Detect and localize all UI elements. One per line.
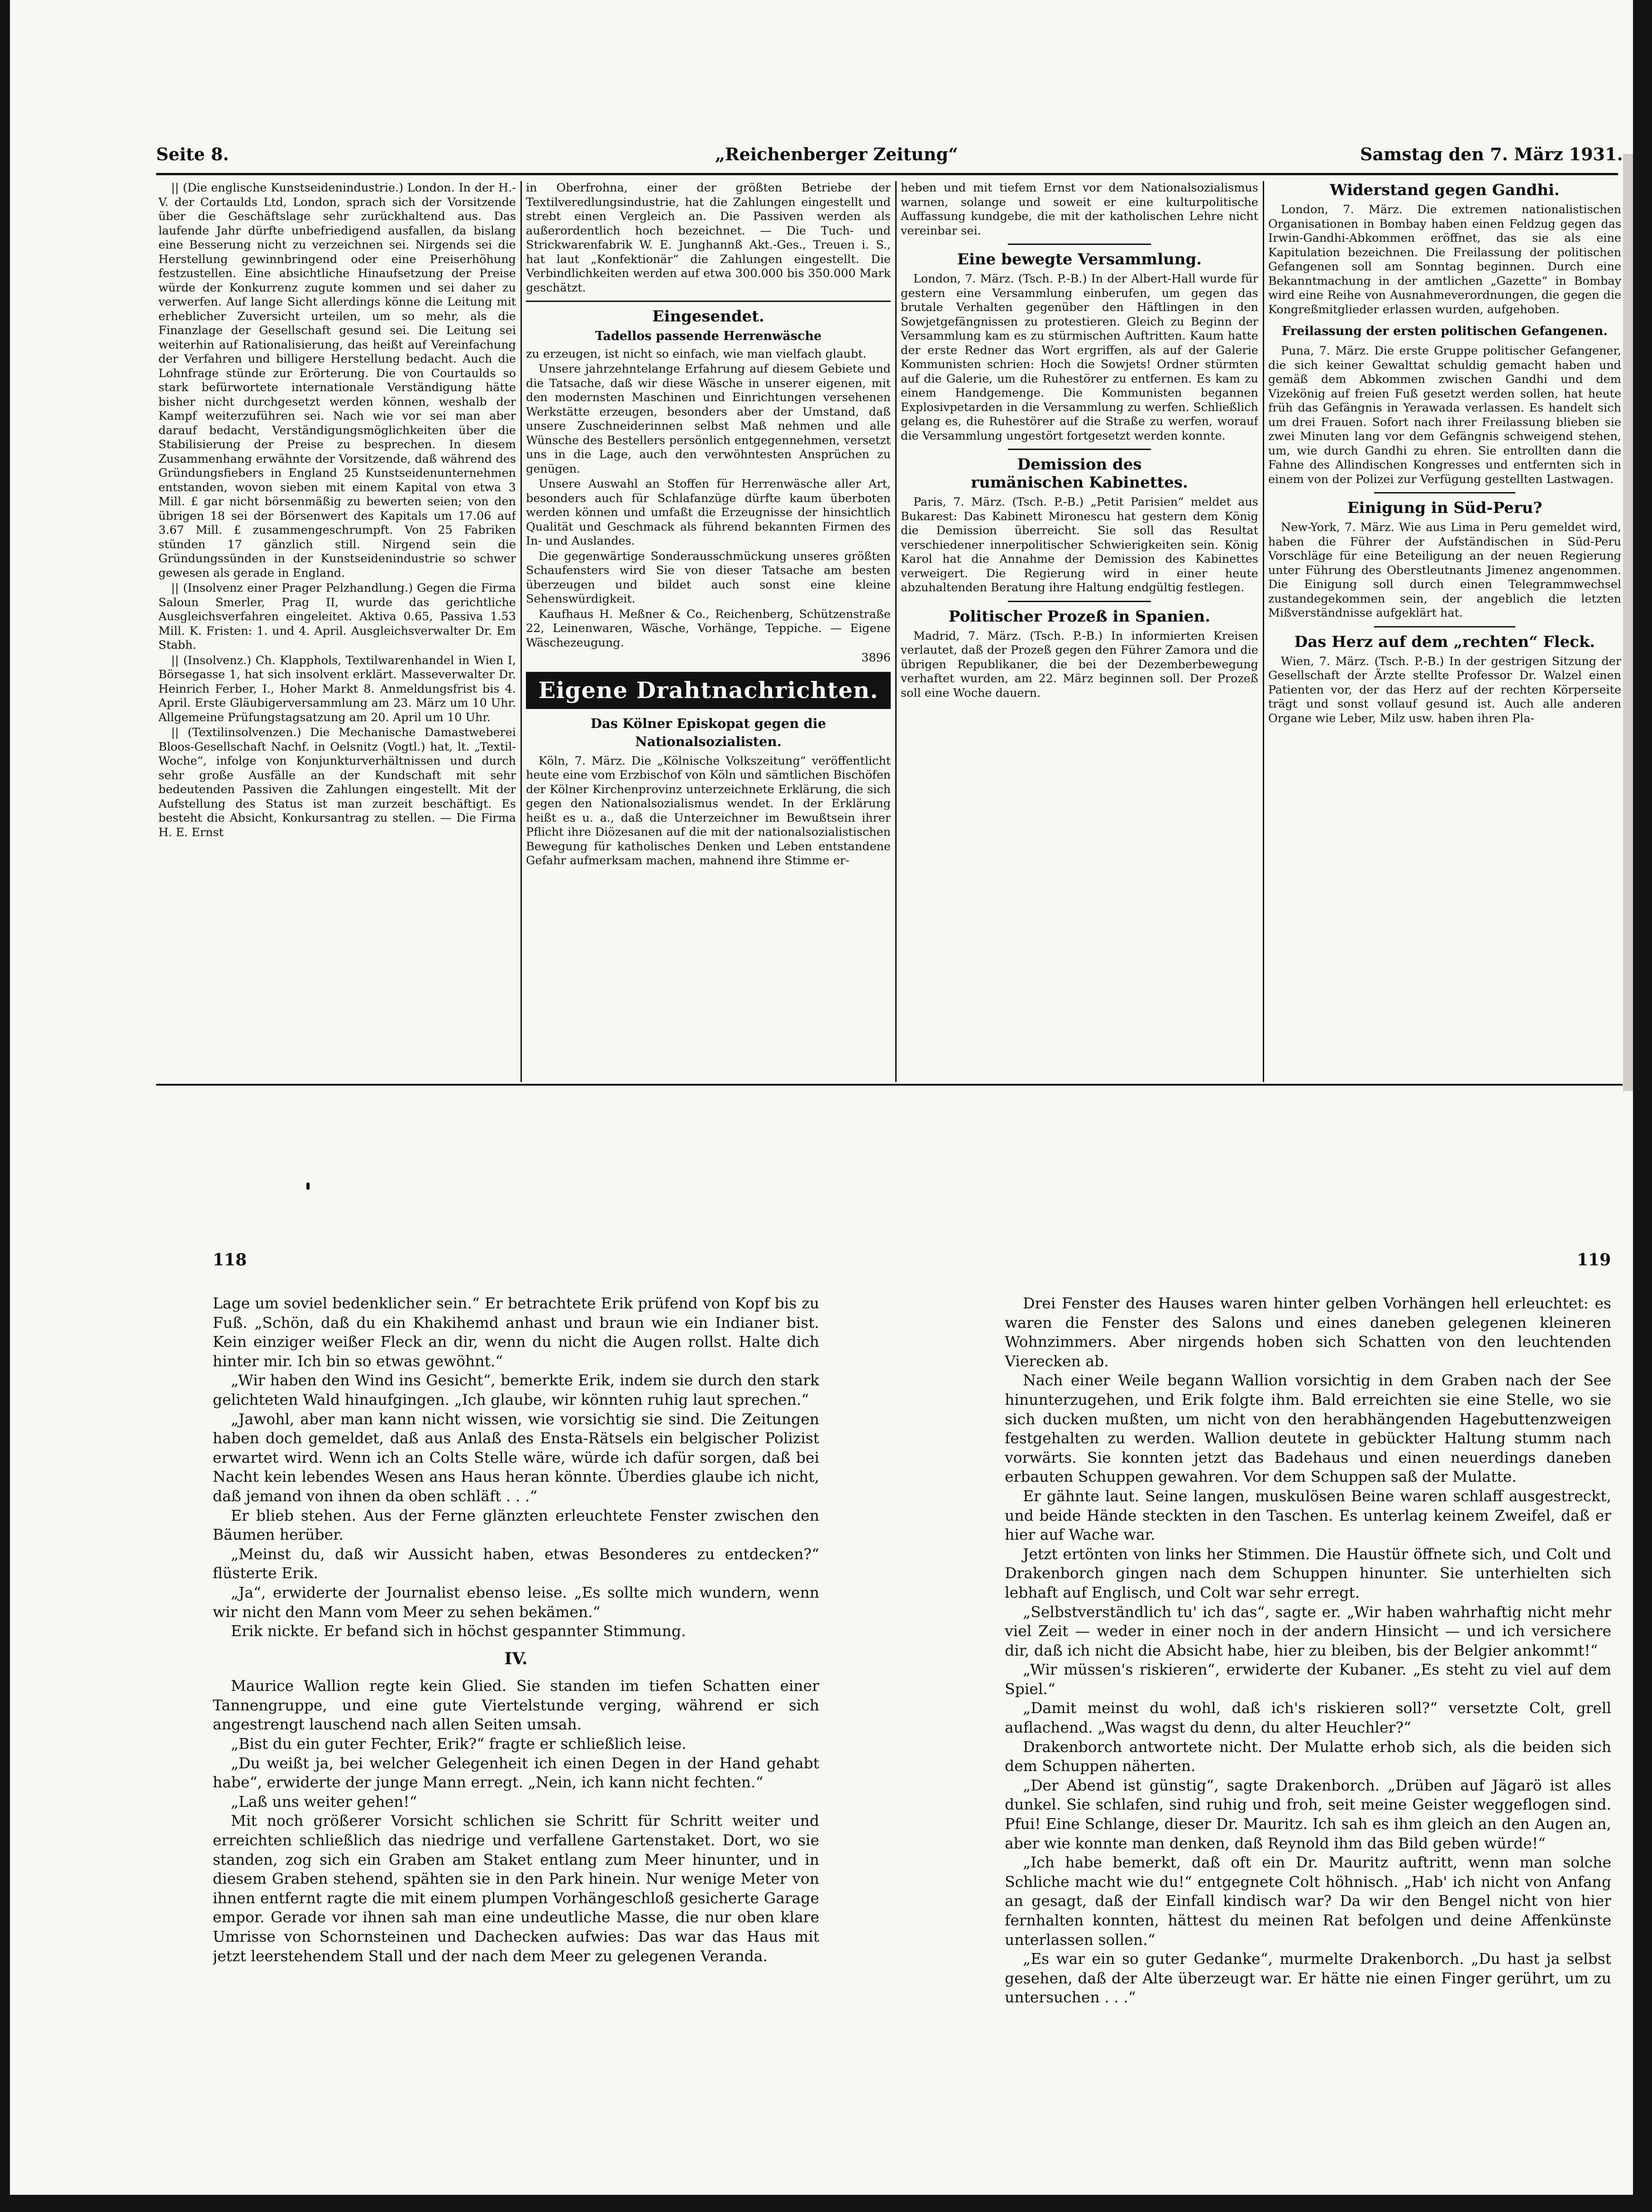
ad-paragraph: Die gegenwärtige Sonderausschmückung unseres größten Schaufensters wird Sie von dieser Tatsache am besten überzeugen und bildet auch sonst eine kleine Sehenswürdigkeit.	[526, 549, 891, 606]
scan-border-bottom	[0, 2195, 1652, 2212]
column-rule	[895, 181, 897, 1082]
novel-paragraph: Er gähnte laut. Seine langen, muskulösen Beine waren schlaff ausgestreckt, und beide Hände steckten in den Taschen. Es unterlag keinem Zweifel, daß er hier auf Wache war.	[1005, 1487, 1611, 1544]
headline-freilassung: Freilassung der ersten politischen Gefangenen.	[1282, 324, 1608, 338]
scan-speck	[306, 1183, 310, 1190]
headline-koln: Das Kölner Episkopat gegen die Nationalsozialisten.	[590, 715, 826, 749]
novel-paragraph: „Wir müssen's riskieren“, erwiderte der Kubaner. „Es steht zu viel auf dem Spiel.“	[1005, 1661, 1611, 1698]
ad-paragraph: Unsere Auswahl an Stoffen für Herrenwäsche aller Art, besonders auch für Schlafanzüge dürfte kaum überboten werden können und umfaßt die Erzeugnisse der hinsichtlich Qualität und Geschmack als führend bekannten Firmen des In- und Auslandes.	[526, 477, 891, 548]
novel-paragraph: „Laß uns weiter gehen!“	[231, 1792, 417, 1810]
section-banner: Eigene Drahtnachrichten.	[526, 672, 891, 709]
novel-paragraph: „Selbstverständlich tu' ich das“, sagte er. „Wir haben wahrhaftig nicht mehr viel Zeit — weder in einer noch in der andern Hinsicht — und ich versichere dir, daß ich nicht die Absicht habe, hier zu bleiben, bis der Belgier ankommt!“	[1005, 1603, 1611, 1659]
column-1	[158, 181, 516, 1082]
novel-paragraph: Drakenborch antwortete nicht. Der Mulatte erhob sich, als die beiden sich dem Schuppen näherten.	[1005, 1738, 1611, 1775]
column-rule	[1263, 181, 1264, 1082]
page-number-right: 119	[1577, 1250, 1611, 1269]
ad-title: Tadellos passende Herrenwäsche	[595, 329, 822, 343]
novel-paragraph: „Ich habe bemerkt, daß oft ein Dr. Mauritz auftritt, wenn man solche Schliche macht wie du!“ entgegnete Colt höhnisch. „Hab' ich nicht von Anfang an gesagt, daß der Einfall kindisch war? Da wir den Bengel nicht von hier fernhalten konnten, hättest du meinen Rat befolgen und deine Affenkünste unterlassen sollen.“	[1005, 1853, 1611, 1949]
novel-paragraph: „Ja“, erwiderte der Journalist ebenso leise. „Es sollte mich wundern, wenn wir nicht den Mann vom Meer zu sehen bekämen.“	[213, 1583, 819, 1621]
book-page-left	[213, 1294, 819, 2168]
article-divider	[1008, 244, 1151, 245]
headline-gandhi: Widerstand gegen Gandhi.	[1330, 181, 1560, 199]
novel-paragraph: „Damit meinst du wohl, daß ich's riskieren soll?“ versetzte Colt, grell auflachend. „Was wagst du denn, du alter Heuchler?“	[1005, 1699, 1611, 1737]
headline-demission: Demission des	[1017, 455, 1142, 474]
article-koln: Köln, 7. März. Die „Kölnische Volkszeitung“ veröffentlicht heute eine vom Erzbischof von Köln und sämtlichen Bischöfen der Kölner Kirchenprovinz unterzeichnete Erklärung, die sich gegen den Nationalsozialismus wendet. In der Erklärung heißt es u. a., daß die Unterzeichner im Bewußtsein ihrer Pflicht ihre Diözesanen auf die mit der nationalsozialistischen Bewegung für katholisches Denken und Leben entstandene Gefahr aufmerksam machen, mahnend ihre Stimme er-	[526, 754, 891, 867]
article-divider	[1008, 601, 1151, 602]
novel-paragraph: „Es war ein so guter Gedanke“, murmelte Drakenborch. „Du hast ja selbst gesehen, daß der Alte überzeugt war. Er hätte nie einen Finger gerührt, um zu untersuchen . . .“	[1005, 1950, 1611, 2006]
article-peru: New-York, 7. März. Wie aus Lima in Peru gemeldet wird, haben die Führer der Aufständischen in Süd-Peru Vorschläge für eine Beteiligung an der neuen Regierung unter Führung des Oberstleutnants Jimenez angenommen. Die Einigung soll durch einen Telegrammwechsel zustandegekommen sein, der angeblich die letzten Mißverständnisse aufgeklärt hat.	[1268, 521, 1621, 620]
article-divider	[1008, 449, 1151, 450]
headline-herz: Das Herz auf dem „rechten“ Fleck.	[1294, 632, 1595, 651]
novel-paragraph: Maurice Wallion regte kein Glied. Sie standen im tiefen Schatten einer Tannengruppe, und eine gute Viertelstunde verging, während er sich angestrengt lauschend nach allen Seiten umsah.	[213, 1677, 819, 1733]
column-3	[901, 181, 1258, 1082]
section-rule	[526, 301, 891, 302]
article-herz: Wien, 7. März. (Tsch. P.-B.) In der gestrigen Sitzung der Gesellschaft der Ärzte stellte Professor Dr. Walzel einen Patienten vor, der das Herz auf der rechten Körperseite trägt und sonst vollauf gesund ist. Auch alle anderen Organe wie Leber, Milz usw. haben ihren Pla-	[1268, 654, 1621, 725]
novel-paragraph: Er blieb stehen. Aus der Ferne glänzten erleuchtete Fenster zwischen den Bäumen herüber.	[213, 1506, 819, 1544]
headline-versammlung: Eine bewegte Versammlung.	[957, 250, 1202, 268]
column-4	[1268, 181, 1621, 1082]
book-page-right	[1005, 1294, 1611, 2168]
article-divider	[1374, 492, 1515, 493]
article-insolvenz-wien: || (Insolvenz.) Ch. Klapphols, Textilwarenhandel in Wien I, Börsegasse 1, hat sich insolvent erklärt. Masseverwalter Dr. Heinrich Ferber, I., Hoher Markt 8. Anmeldungsfrist bis 4. April. Erste Gläubigerversammlung am 23. März um 10 Uhr. Allgemeine Prüfungstagsatzung am 20. April um 10 Uhr.	[158, 653, 516, 724]
ad-paragraph: zu erzeugen, ist nicht so einfach, wie man vielfach glaubt.	[526, 347, 867, 361]
article-gandhi: London, 7. März. Die extremen nationalistischen Organisationen in Bombay haben einen Feldzug gegen das Irwin-Gandhi-Abkommen eröffnet, das sie als eine Kapitulation bezeichnen. Die Freilassung der politischen Gefangenen soll am Sonntag beginnen. Durch eine Bekanntmachung in der amtlichen „Gazette“ in Bombay wird eine Reihe von Ausnahmeverordnungen, die gegen die Kongreßmitglieder erlassen wurden, aufgehoben.	[1268, 203, 1621, 316]
scan-border-right	[1633, 0, 1652, 2212]
newspaper-title: „Reichenberger Zeitung“	[715, 144, 958, 164]
article-kunstseide: || (Die englische Kunstseidenindustrie.) London. In der H.-V. der Cortaulds Ltd, London, sprach sich der Vorsitzende über die Geschäftslage sehr zurückhaltend aus. Das laufende Jahr dürfte unbefriedigend ausfallen, da bislang eine Besserung nicht zu verzeichnen sei. Nirgends sei die Herstellung gewinnbringend oder eine Preiserhöhung festzustellen. Eine absichtliche Hinaufsetzung der Preise würde der Konkurrenz zugute kommen und sei daher zu verwerfen. Auf lange Sicht allerdings könne die Leitung mit erheblicher Zuversicht urteilen, um so mehr, als die Finanzlage der Gesellschaft gesund sei. Die Leitung sei weiterhin auf Rationalisierung, das heißt auf Vereinfachung der Verfahren und billigere Herstellung bedacht. Auch die Lohnfrage stünde zur Erörterung. Die von Courtaulds so stark befürwortete internationale Verständigung hätte bisher nicht durchgesetzt werden können, weshalb der Kampf weiterzuführen sei. Nach wie vor sei man aber darauf bedacht, Verständigungsmöglichkeiten über die Stabilisierung der Preise zu besprechen. In diesem Zusammenhang erwähnte der Vorsitzende, daß während des Gründungsfiebers in England 25 Kunstseidenunternehmen entstanden, wovon sieben mit einem Kapital von etwa 3 Mill. £ gar nicht börsenmäßig zu bewerten seien; von den übrigen 18 sei der Börsenwert des Kapitals um 17.06 auf 3.67 Mill. £ zusammengeschrumpft. Von 25 Fabriken stünden 17 gänzlich still. Nirgend sein die Gründungssünden in der Kunstseidenindustrie so schwer gewesen als gerade in England.	[158, 181, 516, 580]
novel-paragraph: „Meinst du, daß wir Aussicht haben, etwas Besonderes zu entdecken?“ flüsterte Erik.	[213, 1545, 819, 1582]
article-textilinsolvenzen: || (Textilinsolvenzen.) Die Mechanische Damastweberei Bloos-Gesellschaft Nachf. in Oelsnitz (Vogtl.) hat, lt. „Textil-Woche“, infolge von Konjunkturverhältnissen und durch sehr große Ausfälle an der Kundschaft mit sehr bedeutenden Passiven die Zahlungen eingestellt. Mit der Aufstellung des Status ist man zurzeit beschäftigt. Es besteht die Absicht, Konkursantrag zu stellen. — Die Firma H. E. Ernst	[158, 726, 516, 839]
novel-paragraph: Mit noch größerer Vorsicht schlichen sie Schritt für Schritt weiter und erreichten schließlich das niedrige und verfallene Gartenstaket. Dort, wo sie standen, zog sich ein Graben am Staket entlang zum Meer hinunter, und in diesem Graben stehend, spähten sie in den Park hinein. Nur wenige Meter von ihnen entfernt ragte die mit einem plumpen Vorhängeschloß gesicherte Garage empor. Gerade vor ihnen sah man eine undeutliche Masse, die nur oben klare Umrisse von Schornsteinen und Dachecken aufwies: Das war das Haus mit jetzt leerstehendem Stall und der nach dem Meer zu gelegenen Veranda.	[213, 1812, 819, 1965]
article-versammlung: London, 7. März. (Tsch. P.-B.) In der Albert-Hall wurde für gestern eine Versammlung einberufen, um gegen das brutale Verhalten gegenüber den Häftlingen in den Sowjetgefängnissen zu protestieren. Gleich zu Beginn der Versammlung kam es zu stürmischen Auftritten. Kaum hatte der erste Redner das Wort ergriffen, als auf der Galerie Kommunisten schrien: Hoch die Sowjets! Ordner stürmten auf die Galerie, um die Ruhestörer zu entfernen. Es kam zu einem Handgemenge. Die Kommunisten begannen Explosivpetarden in die Versammlung zu werfen. Schließlich gelang es, die Ruhestörer auf die Straße zu werfen, worauf die Versammlung ungestört fortgesetzt werden konnte.	[901, 272, 1258, 443]
chapter-heading: IV.	[504, 1649, 528, 1668]
article-freilassung: Puna, 7. März. Die erste Gruppe politischer Gefangener, die sich keiner Gewalttat schuldig gemacht haben und gemäß dem Abkommen zwischen Gandhi und dem Vizekönig auf freien Fuß gesetzt werden sollen, hat heute früh das Gefängnis in Yerawada verlassen. Es handelt sich um drei Frauen. Sofort nach ihrer Freilassung blieben sie zwei Minuten lang vor dem Gefängnis schweigend stehen, um, wie durch Gandhi zu ehren. Sie entrollten dann die Fahne des Allindischen Kongresses und entfernten sich in einem von der Polizei zur Verfügung gestellten Lastwagen.	[1268, 344, 1621, 486]
newspaper-bottom-rule	[156, 1084, 1623, 1086]
novel-paragraph: „Wir haben den Wind ins Gesicht“, bemerkte Erik, indem sie durch den stark gelichteten Wald hinaufgingen. „Ich glaube, wir könnten ruhig laut sprechen.“	[213, 1371, 819, 1408]
scan-border-left	[0, 0, 10, 2212]
section-heading-eingesendet: Eingesendet.	[652, 307, 764, 326]
column-2	[526, 181, 891, 1082]
adjacent-clipping-strip	[1623, 154, 1633, 1091]
ad-number: 3896	[861, 651, 891, 665]
novel-paragraph: Erik nickte. Er befand sich in höchst gespannter Stimmung.	[231, 1622, 686, 1640]
article-divider	[1374, 626, 1515, 627]
article-continuation: heben und mit tiefem Ernst vor dem Nationalsozialismus warnen, solange und soweit er eine kulturpolitische Auffassung kundgebe, die mit der katholischen Lehre nicht vereinbar sei.	[901, 181, 1258, 238]
ad-paragraph: Unsere jahrzehntelange Erfahrung auf diesem Gebiete und die Tatsache, daß wir diese Wäsche in unserer eigenen, mit den modernsten Maschinen und Einrichtungen versehenen Werkstätte erzeugen, besonders aber der Umstand, daß unsere Zuschneiderinnen selbst Maß nehmen und alle Wünsche des Bestellers persönlich entgegennehmen, versetzt uns in die Lage, auch den verwöhntesten Ansprüchen zu genügen.	[526, 362, 891, 476]
article-demission: Paris, 7. März. (Tsch. P.-B.) „Petit Parisien“ meldet aus Bukarest: Das Kabinett Mironescu hat gestern dem König die Demission überreicht. Sie soll das Resultat verschiedener innerpolitischer Schwierigkeiten sein. König Karol hat die Annahme der Demission des Kabinettes verweigert. Die Regierung wird in einer heute abzuhaltenden Beratung ihre Haltung endgültig festlegen.	[901, 495, 1258, 594]
issue-date: Samstag den 7. März 1931.	[1360, 144, 1623, 164]
newspaper-header	[156, 144, 1623, 171]
article-spanien: Madrid, 7. März. (Tsch. P.-B.) In informierten Kreisen verlautet, daß der Prozeß gegen den Führer Zamora und die übrigen Republikaner, die bei der Dezemberbewegung verhaftet wurden, am 22. März beginnen soll. Der Prozeß soll eine Woche dauern.	[901, 629, 1258, 700]
novel-paragraph: „Bist du ein guter Fechter, Erik?“ fragte er schließlich leise.	[231, 1735, 687, 1753]
novel-paragraph: „Jawohl, aber man kann nicht wissen, wie vorsichtig sie sind. Die Zeitungen haben doch gemeldet, daß aus Anlaß des Ensta-Rätsels ein belgischer Polizist erwartet wird. Wenn ich an Colts Stelle wäre, würde ich dafür sorgen, daß bei Nacht kein lebendes Wesen ans Haus heran könnte. Überdies glaube ich nicht, daß jemand von ihnen da oben schläft . . .“	[213, 1410, 819, 1505]
novel-paragraph: Jetzt ertönten von links her Stimmen. Die Haustür öffnete sich, und Colt und Drakenborch gingen nach dem Schuppen hinunter. Sie unterhielten sich lebhaft auf Englisch, und Colt war sehr erregt.	[1005, 1545, 1611, 1601]
headline-spanien: Politischer Prozeß in Spanien.	[948, 607, 1211, 626]
headline-demission-2: rumänischen Kabinettes.	[971, 474, 1188, 492]
novel-paragraph: Nach einer Weile begann Wallion vorsichtig in dem Graben nach der See hinunterzugehen, und Erik folgte ihm. Bald erreichten sie eine Stelle, wo sie sich ducken mußten, um nicht von den herabhängenden Hagebuttenzweigen festgehalten zu werden. Wallion deutete in gebückter Haltung stumm nach vorwärts. Sie konnten jetzt das Badehaus und einen neuerdings daneben erbauten Schuppen gewahren. Vor dem Schuppen saß der Mulatte.	[1005, 1371, 1611, 1486]
column-rule	[520, 181, 522, 1082]
novel-paragraph: Lage um soviel bedenklicher sein.“ Er betrachtete Erik prüfend von Kopf bis zu Fuß. „Schön, daß du ein Khakihemd anhast und braun wie ein Indianer bist. Kein einziger weißer Fleck an dir, wenn du nicht die Augen rollst. Halte dich hinter mir. Ich bin so etwas gewöhnt.“	[213, 1294, 819, 1370]
novel-paragraph: Drei Fenster des Hauses waren hinter gelben Vorhängen hell erleuchtet: es waren die Fenster des Salons und eines daneben gelegenen kleineren Wohnzimmers. Aber nirgends hoben sich Schatten von den leuchtenden Vierecken ab.	[1005, 1294, 1611, 1370]
ad-paragraph: Kaufhaus H. Meßner & Co., Reichenberg, Schützenstraße 22, Leinenwaren, Wäsche, Vorhänge, Teppiche. — Eigene Wäschezeugung.	[526, 607, 891, 650]
page-number-left: 118	[213, 1250, 247, 1269]
article-continuation: in Oberfrohna, einer der größten Betriebe der Textilveredlungsindustrie, hat die Zahlungen eingestellt und strebt einen Vergleich an. Die Passiven werden als außerordentlich hoch bezeichnet. — Die Tuch- und Strickwarenfabrik W. E. Junghannß Akt.-Ges., Treuen i. S., hat laut „Konfektionär“ die Zahlungen eingestellt. Die Verbindlichkeiten werden auf etwa 300.000 bis 350.000 Mark geschätzt.	[526, 181, 891, 295]
page-label: Seite 8.	[156, 144, 229, 164]
novel-paragraph: „Der Abend ist günstig“, sagte Drakenborch. „Drüben auf Jägarö ist alles dunkel. Sie schlafen, sind ruhig und froh, seit meine Geister weggeflogen sind. Pfui! Eine Schlange, dieser Dr. Mauritz. Ich sah es ihm gleich an den Augen an, aber wie konnte man denken, daß Reynold ihm das Bild geben würde!“	[1005, 1776, 1611, 1852]
header-rule	[156, 173, 1618, 175]
article-insolvenz-prag: || (Insolvenz einer Prager Pelzhandlung.) Gegen die Firma Saloun Smerler, Prag II, wurde das gerichtliche Ausgleichsverfahren eingeleitet. Aktiva 0.65, Passiva 1.53 Mill. K. Fristen: 1. und 4. April. Ausgleichsverwalter Dr. Em Stabh.	[158, 581, 516, 652]
novel-paragraph: „Du weißt ja, bei welcher Gelegenheit ich einen Degen in der Hand gehabt habe“, erwiderte der junge Mann erregt. „Nein, ich kann nicht fechten.“	[213, 1754, 819, 1791]
headline-peru: Einigung in Süd-Peru?	[1347, 499, 1542, 517]
